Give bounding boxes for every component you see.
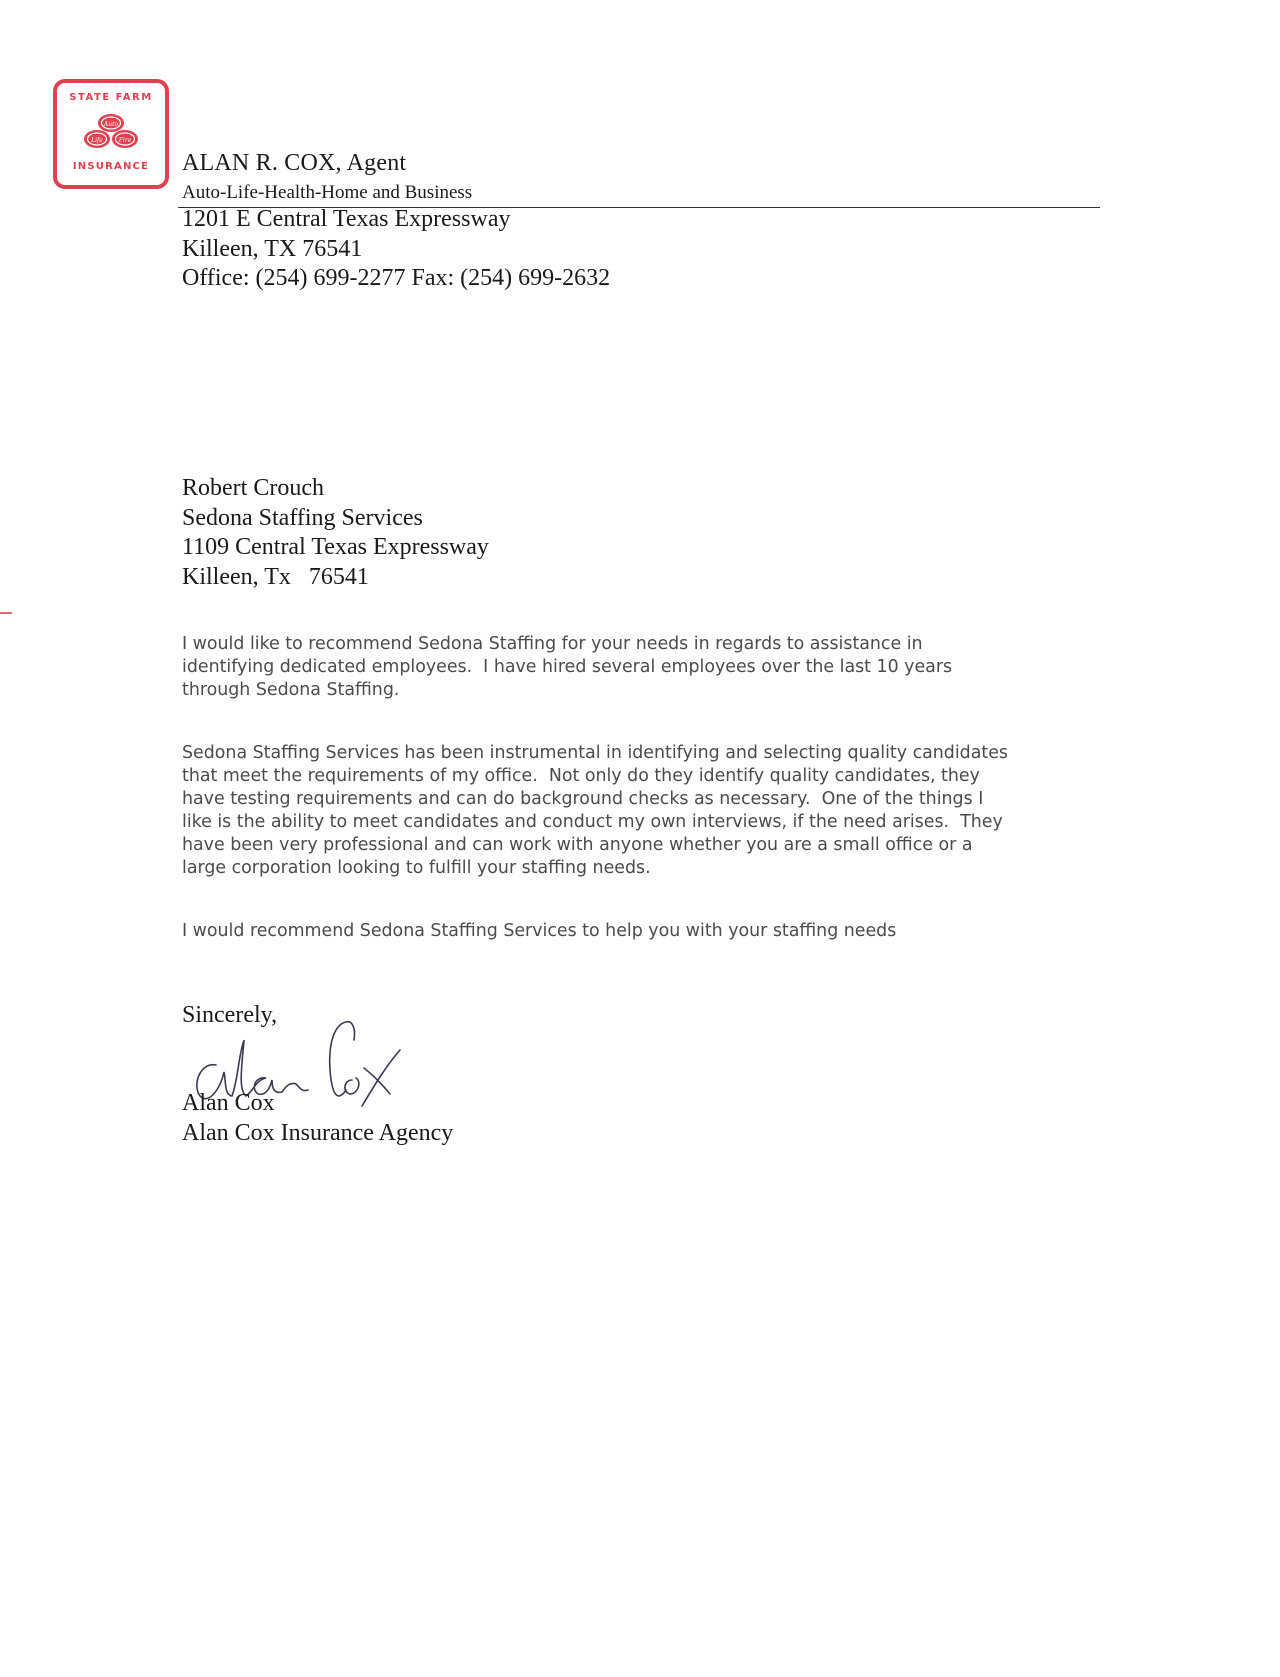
agent-city-state-zip: Killeen, TX 76541 [182,236,363,262]
paragraph-line: through Sedona Staffing. [182,680,400,700]
logo-center-right: Fire [118,137,132,144]
paragraph-line: like is the ability to meet candidates and conduct my own interviews, if the need arises. They [182,812,1003,832]
recipient-company: Sedona Staffing Services [182,504,423,531]
recipient-block [182,474,489,592]
paragraph-line: large corporation looking to fulfill your staffing needs. [182,858,651,878]
signatory-name: Alan Cox [182,1090,275,1116]
recipient-city-state-zip: Killeen, Tx 76541 [182,563,369,590]
margin-mark [0,612,12,614]
recipient-street: 1109 Central Texas Expressway [182,534,489,560]
paragraph-line: that meet the requirements of my office. Not only do they identify quality candidates, they [182,766,980,786]
agent-phone-fax: Office: (254) 699-2277 Fax: (254) 699-2632 [182,265,611,291]
paragraph-line: I would like to recommend Sedona Staffing for your needs in regards to assistance in [182,634,923,654]
state-farm-logo [52,78,170,190]
paragraph-line: have testing requirements and can do background checks as necessary. One of the things I [182,789,984,809]
agent-name: ALAN R. COX, Agent [182,150,407,176]
lines-of-business: Auto-Life-Health-Home and Business [182,182,473,203]
closing-salutation: Sincerely, [182,1002,278,1028]
body-paragraph-3 [182,920,1122,943]
body-paragraph-1 [182,633,1122,702]
logo-bottom-text: INSURANCE [72,161,150,172]
paragraph-line: have been very professional and can work with anyone whether you are a small office or a [182,835,973,855]
logo-center-left: Life [91,137,103,144]
body-paragraph-2 [182,742,1122,880]
paragraph-line: I would recommend Sedona Staffing Services to help you with your staffing needs [182,921,897,941]
paragraph-line: identifying dedicated employees. I have hired several employees over the last 10 years [182,657,953,677]
recipient-name: Robert Crouch [182,475,324,501]
agent-street: 1201 E Central Texas Expressway [182,206,511,232]
logo-center-top: Auto [103,121,119,128]
paragraph-line: Sedona Staffing Services has been instrumental in identifying and selecting quality candidates [182,743,1008,763]
logo-top-text: STATE FARM [69,92,153,103]
signatory-agency: Alan Cox Insurance Agency [182,1120,454,1146]
